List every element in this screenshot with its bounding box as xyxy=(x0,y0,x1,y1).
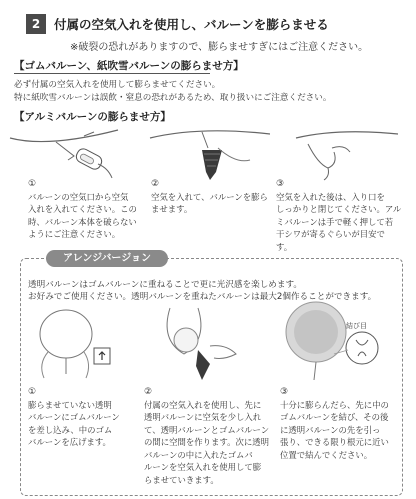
caption-line: の間に空間を作ります。次に透明 xyxy=(144,437,269,447)
aluminum-step3-caption xyxy=(276,178,404,253)
caption-line: に透明バルーンの先を引っ xyxy=(280,424,381,435)
step-number: ① xyxy=(28,179,37,189)
aluminum-step2-caption xyxy=(151,178,279,216)
step-number: ② xyxy=(151,179,160,189)
caption-line: 位置で結んでください。 xyxy=(280,449,373,460)
rubber-heading-underline xyxy=(14,73,210,74)
caption-line: 入れを入れてください。この xyxy=(28,204,137,214)
rubber-instruction-line-1: 必ず付属の空気入れを使用して膨らませてください。 xyxy=(14,80,221,90)
caption-line: て、透明バルーンとゴムバルーン xyxy=(144,424,270,435)
step-number: ③ xyxy=(276,179,285,189)
arrange-step2-caption xyxy=(144,386,274,486)
caption-line: 付属の空気入れを使用し、先に xyxy=(144,399,262,410)
caption-line: しっかりと閉じてください。アル xyxy=(276,204,402,214)
caption-line: バルーンの中に入れたゴムバ xyxy=(144,449,253,460)
caption-line: 張り、できる限り根元に近い xyxy=(280,437,389,447)
caption-line: 透明バルーンに空気を少し入れ xyxy=(144,412,262,422)
caption-line: 膨らませていない透明 xyxy=(28,399,112,410)
caption-line: バルーンを広げます。 xyxy=(28,437,111,447)
caption-line: 干シワが寄るぐらいが目安で xyxy=(276,229,385,239)
caption-line: を差し込み、中のゴム xyxy=(28,424,113,435)
arrange-step3-caption xyxy=(280,386,400,461)
caption-line: らませていきます。 xyxy=(144,474,219,485)
knot-label: 結び目 xyxy=(346,322,367,330)
caption-line: ルーンを空気入れを使用して膨 xyxy=(144,462,262,472)
arrange-step1-caption xyxy=(28,386,136,449)
caption-line: 十分に膨らんだら、先に中の xyxy=(280,399,389,410)
caption-line: ミバルーンは手で軽く押して若 xyxy=(276,216,394,227)
arrange-intro-line-2: お好みでご使用ください。透明バルーンを重ねたバルーンは最大2個作ることができます。 xyxy=(28,292,377,302)
aluminum-step2-illustration xyxy=(140,124,280,186)
arrange-step1-illustration xyxy=(30,304,130,382)
step-number: ① xyxy=(28,387,37,397)
caption-line: ゴムバルーンを結び、その後 xyxy=(280,412,389,422)
arrange-step3-illustration xyxy=(276,300,400,384)
step-number: ② xyxy=(144,387,153,397)
aluminum-step1-illustration xyxy=(8,124,128,182)
arrange-version-tab: アレンジバージョン xyxy=(46,250,168,267)
caption-line: ようにご注意ください。 xyxy=(28,229,121,239)
step-header xyxy=(26,14,396,36)
rubber-instruction-line-2: 特に紙吹雪バルーンは誤飲・窒息の恐れがあるため、取り扱いにご注意ください。 xyxy=(14,93,332,103)
arrange-intro-line-1: 透明バルーンはゴムバルーンに重ねることで更に光沢感を楽しめます。 xyxy=(28,280,302,290)
caption-line: バルーンにゴムバルーン xyxy=(28,412,120,422)
arrange-step2-illustration xyxy=(150,300,260,382)
rubber-balloon-heading: 【ゴムバルーン、紙吹雪バルーンの膨らませ方】 xyxy=(14,60,244,72)
caption-line: ませます。 xyxy=(151,204,193,214)
caption-line: す。 xyxy=(276,241,293,252)
step-warning-note: ※破裂の恐れがありますので、膨らませすぎにはご注意ください。 xyxy=(70,42,369,53)
aluminum-balloon-heading: 【アルミバルーンの膨らませ方】 xyxy=(14,111,171,123)
step-title: 付属の空気入れを使用し、バルーンを膨らませる xyxy=(54,17,329,32)
caption-line: 空気を入れて、バルーンを膨ら xyxy=(151,191,268,202)
step-number: ③ xyxy=(280,387,289,397)
aluminum-step1-caption xyxy=(28,178,146,241)
caption-line: バルーンの空気口から空気 xyxy=(28,191,129,202)
step-number-badge: 2 xyxy=(26,14,46,34)
caption-line: 空気を入れた後は、入り口を xyxy=(276,191,385,202)
aluminum-step3-illustration xyxy=(288,124,408,182)
caption-line: 時、バルーン本体を破らない xyxy=(28,216,137,227)
